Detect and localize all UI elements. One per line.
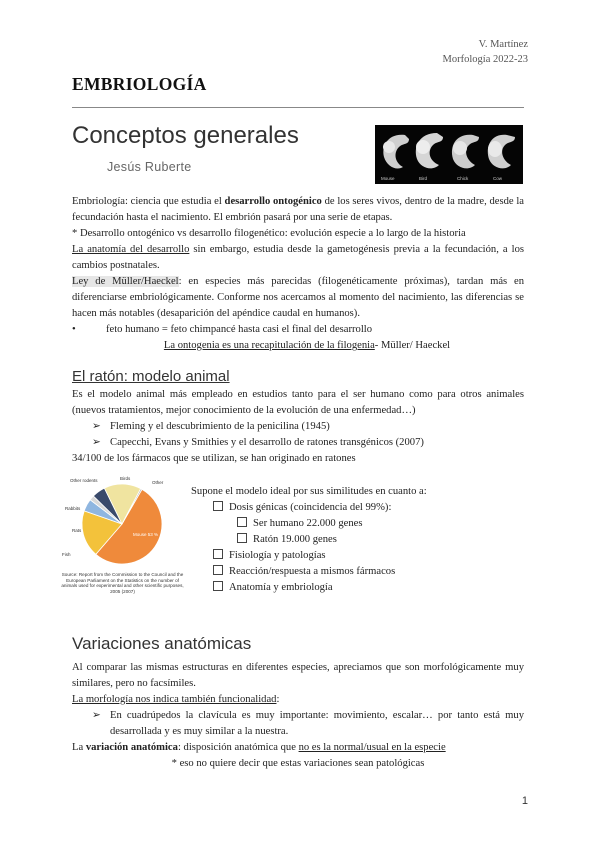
page-number: 1 (521, 795, 528, 807)
paragraph-muller-haeckel: Ley de Müller/Haeckel: en especies más parecidas (filogenéticamente próximas), tardan más en diferenciarse embriológicamente. Conforme nos acercamos al momento del nacimiento, las diferencias se hacen más notables (desaparición del apéndice caudal en humanos). (72, 276, 524, 319)
arrow-icon: ➢ (92, 421, 101, 432)
pie-label-other: Other (152, 480, 164, 485)
paragraph-definition: Embriología: ciencia que estudia el desarrollo ontogénico de los seres vivos, dentro de la madre, desde la fecundación hasta el nacimiento. El embrión pasará por una serie de etapas. (72, 196, 524, 223)
photo-label-mouse: Mouse (381, 176, 395, 181)
section2-body (72, 387, 524, 467)
paragraph-drug-origin: 34/100 de los fármacos que se utilizan, se han originado en ratones (72, 453, 356, 464)
bullet-fetus: • feto humano = feto chimpancé hasta casi el final del desarrollo (72, 324, 373, 335)
checkbox-icon (237, 533, 247, 543)
note-not-pathological: * eso no quiere decir que estas variaciones sean patológicas (171, 758, 425, 769)
title-divider (72, 107, 524, 108)
similarities-checklist (191, 500, 524, 596)
pie-label-rats: Rats (72, 528, 82, 533)
mouse-milestones-list (72, 419, 524, 451)
header-author: V. Martínez (478, 39, 528, 50)
header-course: Morfología 2022-23 (442, 54, 528, 65)
paragraph-morphology-function: La morfología nos indica también funcionalidad: (72, 694, 280, 705)
list-item: ➢ Capecchi, Evans y Smithies y el desarrollo de ratones transgénicos (2007) (92, 435, 524, 451)
pie-label-fish: Fish (62, 552, 71, 557)
arrow-icon: ➢ (92, 437, 101, 448)
checkbox-icon (213, 565, 223, 575)
term-desarrollo-ontogenico: desarrollo ontogénico (224, 196, 322, 207)
paragraph-anatomy-of-development: La anatomía del desarrollo sin embargo, estudia desde la gametogénesis previa a la fecundación, a los cambios postnatales. (72, 244, 524, 271)
photo-label-cow: Cow (493, 176, 503, 181)
checklist-item: Anatomía y embriología (213, 580, 524, 596)
section1-body (72, 194, 524, 354)
checkbox-icon (237, 517, 247, 527)
paragraph-comparison: Al comparar las mismas estructuras en diferentes especies, apreciamos que son morfológicamente muy similares, pero no facsímiles. (72, 662, 524, 689)
section-heading-raton: El ratón: modelo animal (72, 368, 230, 385)
checklist-subitem: Ratón 19.000 genes (213, 532, 524, 548)
term-ley-muller-haeckel: Ley de Müller/Haeckel (72, 276, 179, 287)
paragraph-mouse-model: Es el modelo animal más empleado en estudios tanto para el ser humano como para otros animales (nuevos tratamientos, mejor conocimiento de la evolución de una enfermedad…) (72, 389, 524, 416)
chart-source-caption: Source: Report from the Commission to the Council and the European Parliament on the Statistics on the number of animals used for experimental and other scientific purposes, 2005 (2007) (61, 572, 184, 594)
pie-label-other-rodents: Other rodents (70, 478, 98, 483)
checkbox-icon (213, 501, 223, 511)
list-item: ➢ Fleming y el descubrimiento de la penicilina (1945) (92, 419, 524, 435)
checklist-subitem: Ser humano 22.000 genes (213, 516, 524, 532)
animal-use-pie-chart (60, 474, 185, 614)
checklist-item: Dosis génicas (coincidencia del 99%): (213, 500, 524, 516)
section-heading-conceptos: Conceptos generales (72, 122, 299, 149)
mouse-similarities (191, 484, 524, 596)
checklist-item: Reacción/respuesta a mismos fármacos (213, 564, 524, 580)
photo-label-chick: Chick (457, 176, 469, 181)
paragraph-ontogenetic-vs-phylogenetic: * Desarrollo ontogénico vs desarrollo filogenético: evolución especie a lo largo de la historia (72, 228, 466, 239)
checkbox-icon (213, 549, 223, 559)
checkbox-icon (213, 581, 223, 591)
checklist-item: Fisiología y patologías (213, 548, 524, 564)
paragraph-anatomical-variation: La variación anatómica: disposición anatómica que no es la normal/usual en la especie (72, 742, 446, 753)
embryo-comparison-image (375, 125, 523, 184)
document-title: EMBRIOLOGÍA (72, 74, 207, 94)
page-header (443, 37, 528, 67)
similarities-intro: Supone el modelo ideal por sus similitudes en cuanto a: (191, 486, 427, 497)
term-variacion-anatomica: variación anatómica (85, 742, 178, 753)
photo-label-bird: Bird (419, 176, 428, 181)
quote-ontogeny: La ontogenia es una recapitulación de la filogenia- Müller/ Haeckel (163, 340, 451, 351)
pie-label-birds: Birds (120, 476, 131, 481)
section3-body (72, 660, 524, 772)
pie-label-rabbits: Rabbits (65, 506, 81, 511)
pie-center-label: Mouse 53 % (133, 532, 159, 537)
term-anatomia-desarrollo: La anatomía del desarrollo (72, 244, 190, 255)
section-heading-variaciones: Variaciones anatómicas (72, 634, 252, 653)
arrow-icon: ➢ (92, 710, 101, 721)
lecturer-name: Jesús Ruberte (107, 160, 192, 174)
list-item-clavicle: ➢ En cuadrúpedos la clavícula es muy importante: movimiento, escalar… por tanto está muy desarrollada y es muy similar a la nuestra. (72, 708, 524, 740)
